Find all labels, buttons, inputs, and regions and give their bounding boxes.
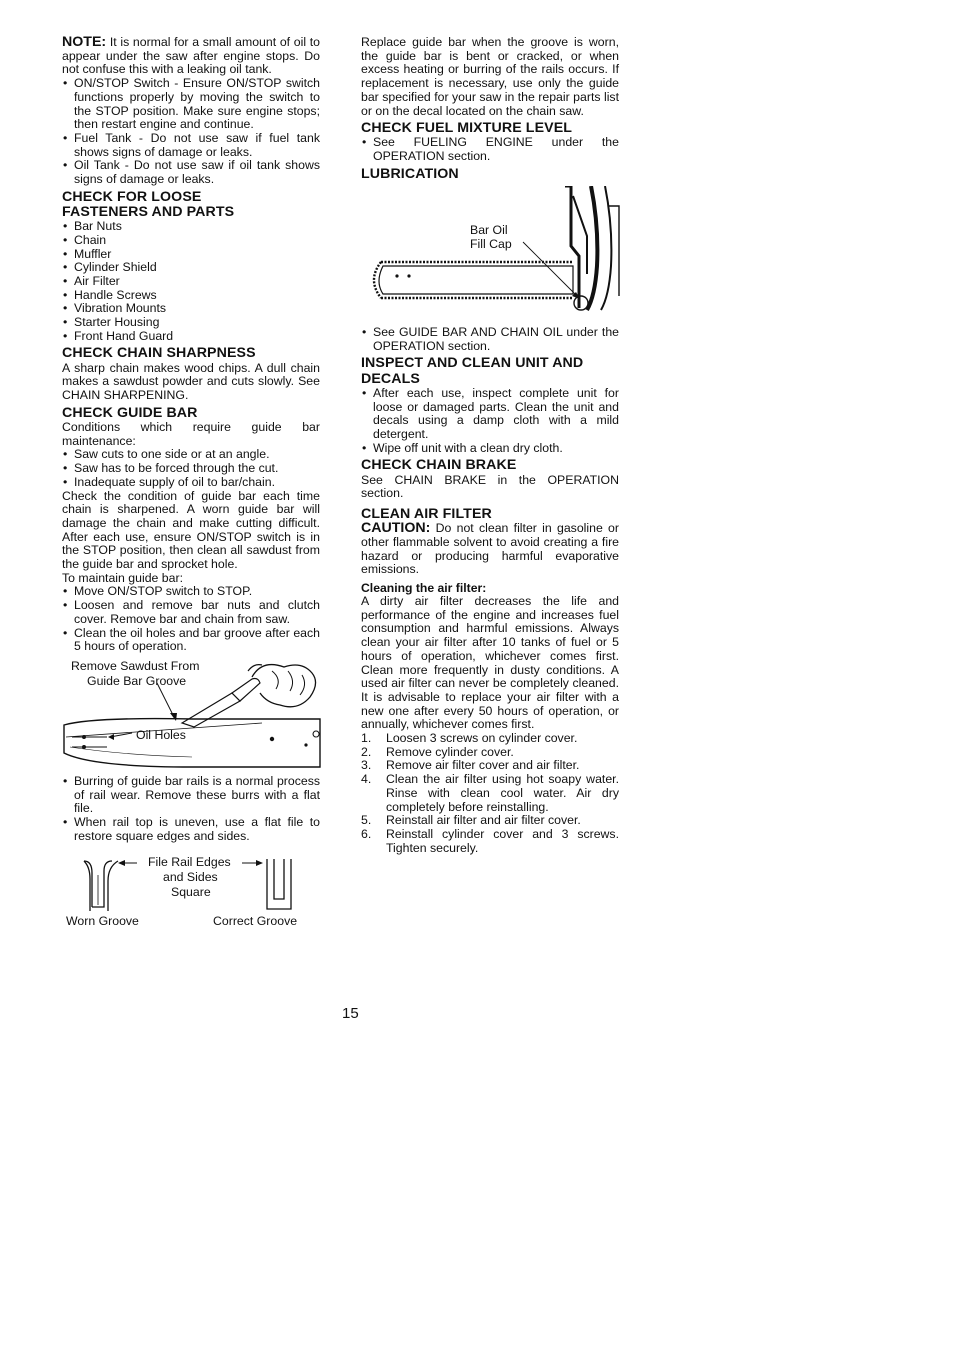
caution-text: Do not clean filter in gasoline or other flammable solvent to avoid creating a fire hazard or producing harmful evaporative emissions. <box>361 521 619 577</box>
list-item: • Saw cuts to one side or at an angle. <box>62 448 320 462</box>
list-item: • See GUIDE BAR AND CHAIN OIL under the OPERATION section. <box>361 326 619 353</box>
figure-label: Bar Oil <box>470 223 508 238</box>
list-item: • See FUELING ENGINE under the OPERATION section. <box>361 136 619 163</box>
fasteners-list <box>62 220 320 343</box>
list-item: • Bar Nuts <box>62 220 320 234</box>
burring-bullets <box>62 775 320 844</box>
chain-sharpness-text: A sharp chain makes wood chips. A dull chain makes a sawdust powder and cuts slowly. See CHAIN SHARPENING. <box>62 360 320 403</box>
note-paragraph <box>62 36 320 77</box>
groove-figure <box>62 853 320 947</box>
list-item: • Inadequate supply of oil to bar/chain. <box>62 476 320 490</box>
inspect-heading: INSPECT AND CLEAN UNIT AND DECALS <box>361 355 584 387</box>
right-column <box>361 36 619 855</box>
guide-bar-text: Check the condition of guide bar each time chain is sharpened. A worn guide bar will damage the chain and make cutting difficult. After each use, ensure ON/STOP switch is in the STOP position, then clean all sawdust from the guide bar and sprocket hole. <box>62 488 320 572</box>
figure-label: Guide Bar Groove <box>87 673 187 688</box>
chain-sharpness-heading: CHECK CHAIN SHARPNESS <box>62 345 256 362</box>
list-item: 4. Clean the air filter using hot soapy water. Rinse with clean cool water. Air dry completely before reinstalling. <box>361 772 619 814</box>
list-item: • Handle Screws <box>62 289 320 303</box>
lubrication-figure <box>361 186 619 326</box>
page-number: 15 <box>342 1005 359 1022</box>
list-item: • Move ON/STOP switch to STOP. <box>62 585 320 599</box>
note-text: It is normal for a small amount of oil to appear under the saw after engine stops. Do not confuse this with a leaking oil tank. <box>62 35 320 77</box>
chain-brake-text: See CHAIN BRAKE in the OPERATION section. <box>361 472 619 501</box>
list-item: • Starter Housing <box>62 316 320 330</box>
list-item: • Saw has to be forced through the cut. <box>62 462 320 476</box>
cleaning-text: A dirty air filter decreases the life and performance of the engine and increases fuel consumption and harmful emissions. Always clean your air filter after 10 tanks of fuel or 5 hours of operation, whichever comes first. Clean more frequently in dusty conditions. A used air filter can never be completely cleaned. It is advisable to replace your air filter with a new one after every 50 hours of operation, or annually, whichever comes first. <box>361 593 619 732</box>
chain-saw-illustration <box>361 186 621 326</box>
guide-bar-intro: Conditions which require guide bar maintenance: <box>62 419 320 448</box>
list-item: 1. Loosen 3 screws on cylinder cover. <box>361 731 578 746</box>
oil-holes-label: Oil Holes <box>136 727 186 742</box>
figure-label: Square <box>171 885 211 900</box>
list-item: • Fuel Tank - Do not use saw if fuel tank shows signs of damage or leaks. <box>62 132 320 159</box>
worn-groove-label: Worn Groove <box>66 914 139 929</box>
air-filter-steps <box>361 732 619 855</box>
maintain-steps <box>62 585 320 654</box>
figure-label: Remove Sawdust From <box>71 658 200 673</box>
cleaning-heading: Cleaning the air filter: <box>361 580 487 595</box>
chain-brake-heading: CHECK CHAIN BRAKE <box>361 457 517 474</box>
list-item: 6. Reinstall cylinder cover and 3 screws. Tighten securely. <box>361 826 619 855</box>
air-filter-heading: CLEAN AIR FILTER <box>361 505 492 522</box>
list-item: 5. Reinstall air filter and air filter cover. <box>361 813 581 828</box>
replace-guide-bar-text: Replace guide bar when the groove is worn, the guide bar is bent or cracked, or when excess heating or burring of the rails occurs. If replacement is necessary, use only the guide bar specified for your saw in the repair parts list or on the decal located on the chain saw. <box>361 35 619 118</box>
left-column <box>62 36 320 947</box>
figure-label: File Rail Edges <box>148 855 231 870</box>
list-item: • Loosen and remove bar nuts and clutch cover. Remove bar and chain from saw. <box>62 599 320 626</box>
inspect-bullet-list <box>361 387 619 456</box>
caution-label: CAUTION: <box>361 520 431 537</box>
correct-groove-label: Correct Groove <box>213 914 298 929</box>
fasteners-heading: CHECK FOR LOOSE FASTENERS AND PARTS <box>62 188 235 220</box>
note-label: NOTE: <box>62 34 107 50</box>
note-bullet-list <box>62 77 320 187</box>
maintain-intro: To maintain guide bar: <box>62 570 183 585</box>
list-item: 3. Remove air filter cover and air filter. <box>361 758 580 773</box>
list-item: • ON/STOP Switch - Ensure ON/STOP switch functions properly by moving the switch to the STOP position. Make sure engine stops; then restart engine and continue. <box>62 77 320 132</box>
list-item: • Air Filter <box>62 275 320 289</box>
caution-paragraph <box>361 522 619 577</box>
list-item: • Vibration Mounts <box>62 302 320 316</box>
list-item: • Wipe off unit with a clean dry cloth. <box>361 442 619 456</box>
list-item: • After each use, inspect complete unit for loose or damaged parts. Clean the unit and decals using a damp cloth with a mild detergent. <box>361 387 619 442</box>
list-item: • Cylinder Shield <box>62 261 320 275</box>
list-item: 2. Remove cylinder cover. <box>361 744 514 759</box>
list-item: • Clean the oil holes and bar groove after each 5 hours of operation. <box>62 627 320 654</box>
list-item: • Chain <box>62 234 320 248</box>
list-item: • Front Hand Guard <box>62 330 320 344</box>
figure-label: and Sides <box>163 870 218 885</box>
list-item: • Muffler <box>62 248 320 262</box>
fuel-bullet-list <box>361 136 619 163</box>
lubrication-bullet-list <box>361 326 619 353</box>
fuel-mixture-heading: CHECK FUEL MIXTURE LEVEL <box>361 120 573 137</box>
guide-bar-cleaning-figure <box>62 657 320 773</box>
figure-label: Fill Cap <box>470 237 512 252</box>
guide-bar-heading: CHECK GUIDE BAR <box>62 404 198 421</box>
guide-bar-conditions <box>62 448 320 489</box>
list-item: • Burring of guide bar rails is a normal process of rail wear. Remove these burrs with a flat file. <box>62 775 320 816</box>
lubrication-heading: LUBRICATION <box>361 165 459 182</box>
list-item: • Oil Tank - Do not use saw if oil tank shows signs of damage or leaks. <box>62 159 320 186</box>
list-item: • When rail top is uneven, use a flat file to restore square edges and sides. <box>62 816 320 843</box>
